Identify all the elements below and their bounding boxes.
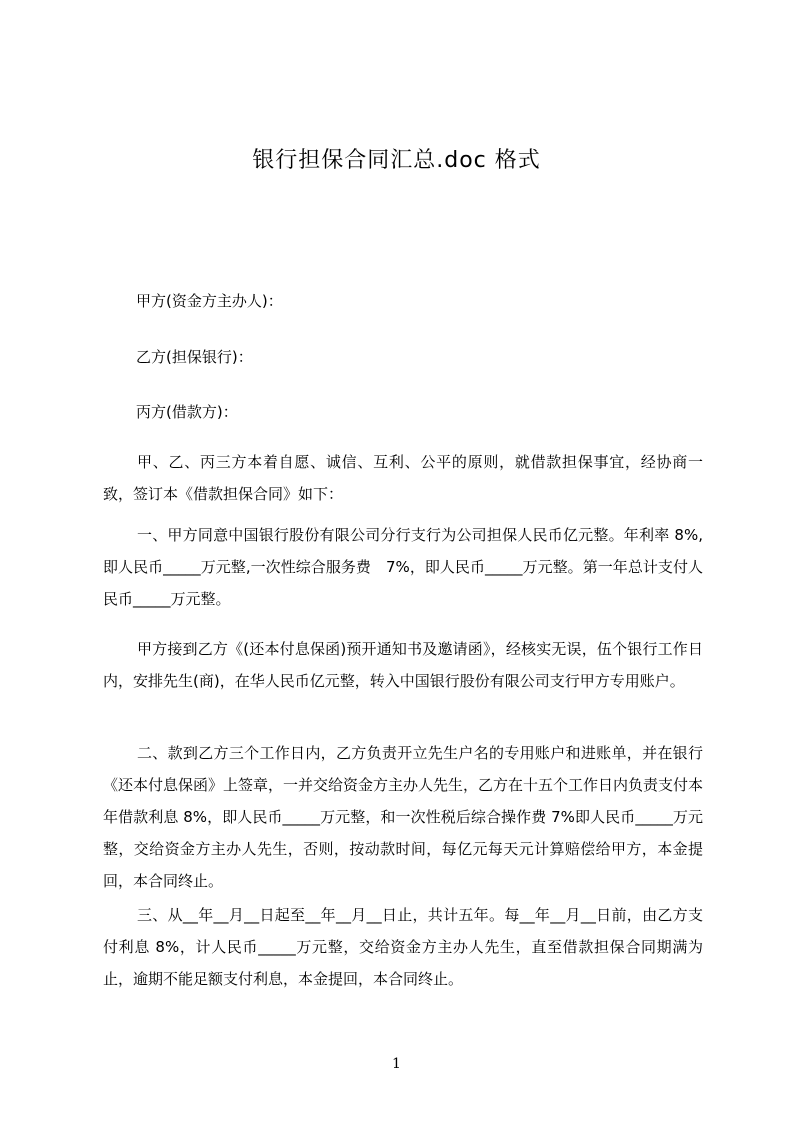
paragraph-clause-3: 三、从__年__月__日起至__年__月__日止，共计五年。每__年__月__日前，由乙方支付利息 8%，计人民币_____万元整，交给资金方主办人先生，直至借款担保合同期满为止，逾期不能足额支付利息，本金提回，本合同终止。	[103, 906, 703, 988]
party-a-label: 甲方(资金方主办人)：	[136, 292, 283, 310]
paragraph-clause-1: 一、甲方同意中国银行股份有限公司分行支行为公司担保人民币亿元整。年利率 8%,即人民币_____万元整,一次性综合服务费 7%，即人民币_____万元整。第一年总计支付人民币_____万元整。	[103, 526, 703, 608]
paragraph-preamble: 甲、乙、丙三方本着自愿、诚信、互利、公平的原则，就借款担保事宜，经协商一致，签订本《借款担保合同》如下：	[103, 453, 703, 503]
document-title: 银行担保合同汇总.doc 格式	[252, 148, 541, 173]
party-c-label: 丙方(借款方)：	[136, 403, 238, 421]
paragraph-clause-2: 二、款到乙方三个工作日内，乙方负责开立先生户名的专用账户和进账单，并在银行《还本付息保函》上签章，一并交给资金方主办人先生，乙方在十五个工作日内负责支付本年借款利息 8%，即人民币_____万元整，和一次性税后综合操作费 7%即人民币_____万元整，交给资金方主办人先生，否则，按动款时间，每亿元每天元计算赔偿给甲方，本金提回，本合同终止。	[103, 744, 704, 890]
paragraph-clause-1-detail: 甲方接到乙方《(还本付息保函)预开通知书及邀请函》，经核实无误，伍个银行工作日内，安排先生(商)，在华人民币亿元整，转入中国银行股份有限公司支行甲方专用账户。	[103, 640, 703, 690]
page-number: 1	[392, 1056, 401, 1072]
party-b-label: 乙方(担保银行)：	[136, 348, 253, 366]
